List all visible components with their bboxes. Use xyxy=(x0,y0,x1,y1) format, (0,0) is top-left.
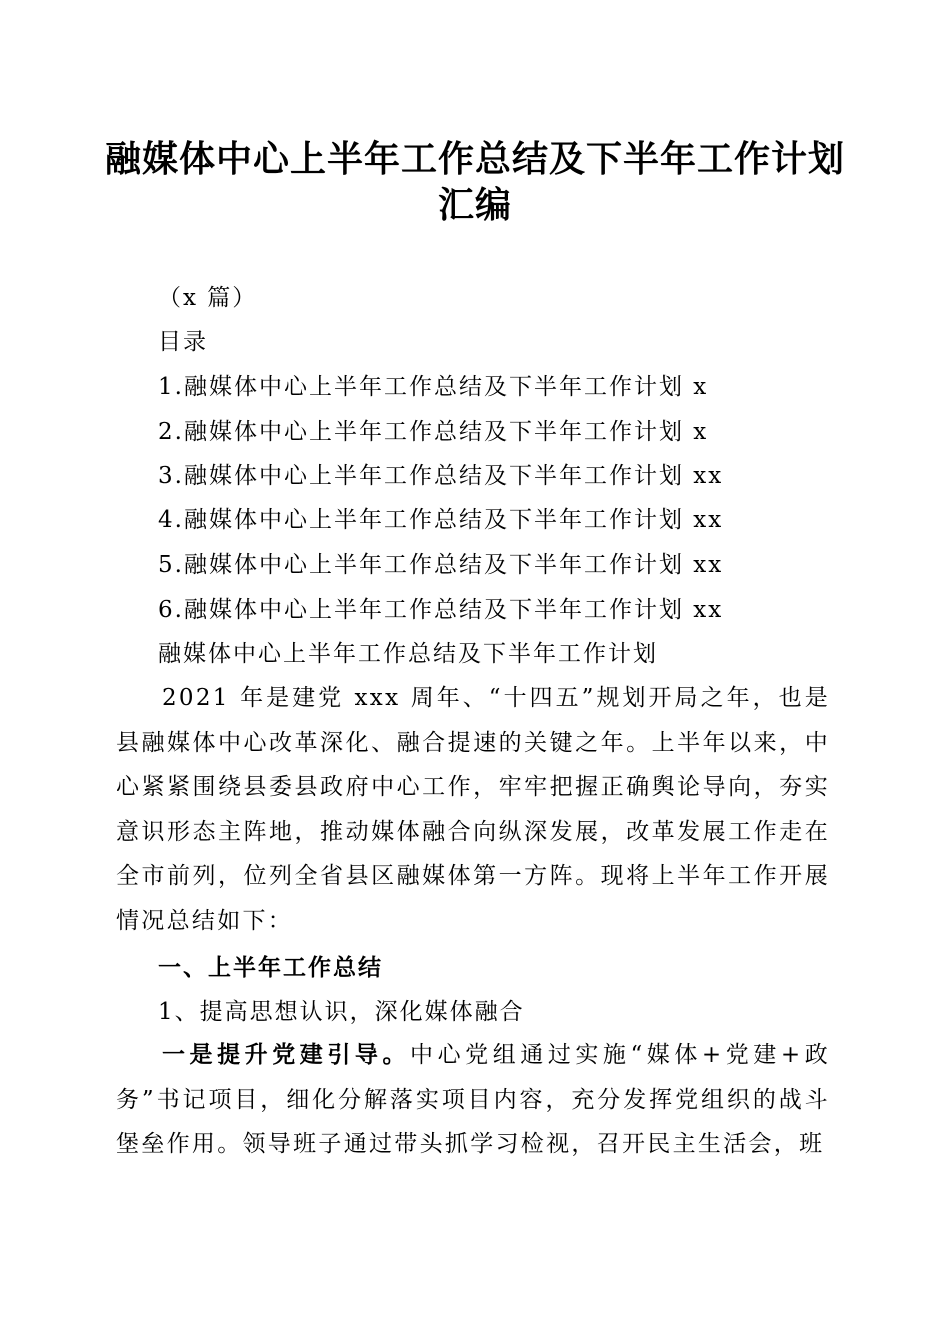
section-heading: 一、上半年工作总结 xyxy=(158,955,383,981)
document-title-line1: 融媒体中心上半年工作总结及下半年工作计划 xyxy=(104,139,845,180)
toc-item-2: 2.融媒体中心上半年工作总结及下半年工作计划 x xyxy=(158,419,709,445)
point-lead: 一是提升党建引导。 xyxy=(162,1042,411,1068)
toc-item-6: 6.融媒体中心上半年工作总结及下半年工作计划 xx xyxy=(158,597,724,623)
point-paragraph xyxy=(116,1033,830,1167)
toc-label: 目录 xyxy=(158,329,208,355)
intro-paragraph: 2021 年是建党 xxx 周年、“十四五”规划开局之年，也是县融媒体中心改革深化、融合提速的关键之年。上半年以来，中心紧紧围绕县委县政府中心工作，牢牢把握正确舆论导向，夯实意识形态主阵地，推动媒体融合向纵深发展，改革发展工作走在全市前列，位列全省县区融媒体第一方阵。现将上半年工作开展情况总结如下： xyxy=(116,685,830,934)
subsection-heading: 1、提高思想认识，深化媒体融合 xyxy=(158,999,525,1025)
document-title-line2: 汇编 xyxy=(437,185,512,226)
article-title: 融媒体中心上半年工作总结及下半年工作计划 xyxy=(158,641,658,667)
toc-item-3: 3.融媒体中心上半年工作总结及下半年工作计划 xx xyxy=(158,463,724,489)
toc-item-4: 4.融媒体中心上半年工作总结及下半年工作计划 xx xyxy=(158,507,724,533)
point-text: 中心党组通过实施“媒体+党建+政务”书记项目，细化分解落实项目内容，充分发挥党组织的战斗堡垒作用。领导班子通过带头抓学习检视，召开民主生活会，班 xyxy=(116,1042,830,1157)
toc-item-5: 5.融媒体中心上半年工作总结及下半年工作计划 xx xyxy=(158,552,724,578)
toc-item-1: 1.融媒体中心上半年工作总结及下半年工作计划 x xyxy=(158,374,709,400)
count-note: （x 篇） xyxy=(158,285,258,311)
